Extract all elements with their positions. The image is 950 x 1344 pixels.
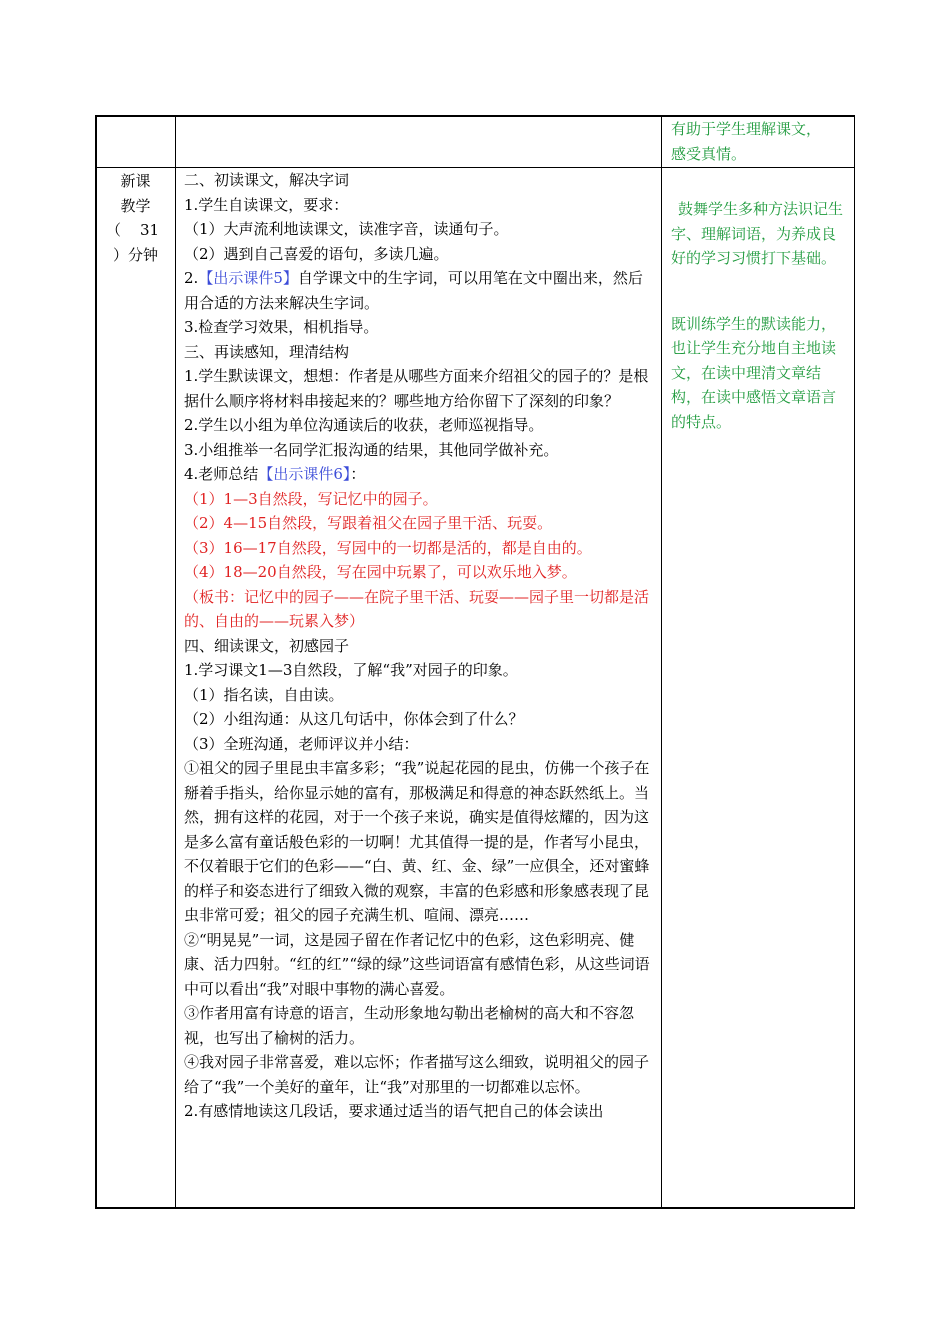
structure-item: （2）4—15自然段，写跟着祖父在园子里干活、玩耍。 — [184, 514, 553, 532]
paragraph: 1.学习课文1—3自然段，了解“我”对园子的印象。 — [184, 661, 518, 679]
paragraph: 1.学生默读课文，想想：作者是从哪些方面来介绍祖父的园子的？是根据什么顺序将材料串接起来的？哪些地方给你留下了深刻的印象？ — [184, 367, 649, 410]
table-border-bottom — [95, 1207, 855, 1209]
note-line: 有助于学生理解课文， — [671, 120, 822, 138]
label-minutes-row — [96, 218, 175, 243]
paragraph-text: ： — [350, 465, 366, 483]
paragraph: （1）大声流利地读课文，读准字音，读通句子。 — [184, 220, 509, 238]
paragraph: 1.学生自读课文，要求： — [184, 195, 349, 214]
paragraph-text: 自学课文中的生字词，可以用笔在文中圈出来，然后用合适的方法来解决生字词。 — [184, 269, 643, 312]
lesson-plan-table — [95, 115, 855, 1209]
section-heading: 四、细读课文，初感园子 — [184, 636, 350, 655]
paragraph: ②“明晃晃”一词，这是园子留在作者记忆中的色彩，这色彩明亮、健康、活力四射。“红的红”“绿的绿”这些词语富有感情色彩，从这些词语中可以看出“我”对眼中事物的满心喜爱。 — [184, 930, 650, 998]
design-note: 既训练学生的默读能力，也让学生充分地自主地读文，在读中理清文章结构，在读中感悟文章语言的特点。 — [671, 314, 837, 431]
note-line: 感受真情。 — [671, 144, 747, 163]
top-row-note — [671, 117, 851, 166]
paragraph: ③作者用富有诗意的语言，生动形象地勾勒出老榆树的高大和不容忽视，也写出了榆树的活力。 — [184, 1004, 635, 1047]
label-line-1: 新课 — [120, 172, 151, 190]
section-label — [96, 169, 175, 267]
paragraph: （2）小组沟通：从这几句话中，你体会到了什么？ — [184, 710, 524, 728]
courseware-tag: 【出示课件5】 — [198, 269, 298, 287]
note-spacer — [671, 271, 849, 312]
structure-item: （4）18—20自然段，写在园中玩累了，可以欢乐地入梦。 — [184, 563, 577, 581]
minutes-value: 31 — [140, 221, 160, 239]
paragraph: 2.有感情地读这几段话，要求通过适当的语气把自己的体会读出 — [184, 1102, 604, 1120]
paragraph — [184, 462, 656, 487]
paragraph: （1）指名读，自由读。 — [184, 685, 344, 704]
paragraph: （2）遇到自己喜爱的语句，多读几遍。 — [184, 244, 449, 263]
label-line-2: 教学 — [120, 196, 151, 215]
table-border-right — [854, 115, 856, 1209]
paragraph: 3.检查学习效果，相机指导。 — [184, 318, 379, 336]
section-heading: 三、再读感知，理清结构 — [184, 342, 350, 361]
table-border-left — [95, 115, 97, 1209]
item-number: 2. — [184, 269, 199, 287]
paragraph — [184, 266, 656, 315]
structure-item: （3）16—17自然段，写园中的一切都是活的，都是自由的。 — [184, 538, 592, 557]
column-divider-1 — [175, 115, 176, 1209]
blackboard-note: （板书：记忆中的园子——在院子里干活、玩耍——园子里一切都是活的、自由的——玩累入梦） — [184, 587, 650, 630]
paragraph: 2.学生以小组为单位沟通读后的收获，老师巡视指导。 — [184, 416, 544, 434]
main-content — [184, 168, 656, 1124]
paragraph: （3）全班沟通，老师评议并小结： — [184, 734, 419, 753]
courseware-tag: 【出示课件6】 — [258, 465, 351, 483]
structure-item: （1）1—3自然段，写记忆中的园子。 — [184, 489, 438, 508]
paren-open: （ — [106, 221, 122, 239]
paragraph-text: 4.老师总结 — [184, 465, 259, 483]
paragraph: ④我对园子非常喜爱，难以忘怀；作者描写这么细致，说明祖父的园子给了“我”一个美好的童年，让“我”对那里的一切都难以忘怀。 — [184, 1053, 650, 1096]
paragraph: ①祖父的园子里昆虫丰富多彩；“我”说起花园的昆虫，仿佛一个孩子在掰着手指头，给你显示她的富有，那极满足和得意的神态跃然纸上。当然，拥有这样的花园，对于一个孩子来说，确实是值得炫耀的，因为这是多么富有童话般色彩的一切啊！尤其值得一提的是，作者写小昆虫，不仅着眼于它们的色彩——“白、黄、红、金、绿”一应俱全，还对蜜蜂的样子和姿态进行了细致入微的观察，丰富的色彩感和形象感表现了昆虫非常可爱；祖父的园子充满生机、喧闹、漂亮…… — [184, 759, 650, 924]
design-note: 鼓舞学生多种方法识记生字、理解词语，为养成良好的学习习惯打下基础。 — [671, 200, 844, 267]
label-line-3: ）分钟 — [112, 245, 158, 264]
column-divider-2 — [661, 115, 662, 1209]
paragraph: 3.小组推举一名同学汇报沟通的结果，其他同学做补充。 — [184, 440, 559, 459]
section-heading: 二、初读课文，解决字词 — [184, 171, 350, 189]
design-notes — [671, 197, 849, 434]
